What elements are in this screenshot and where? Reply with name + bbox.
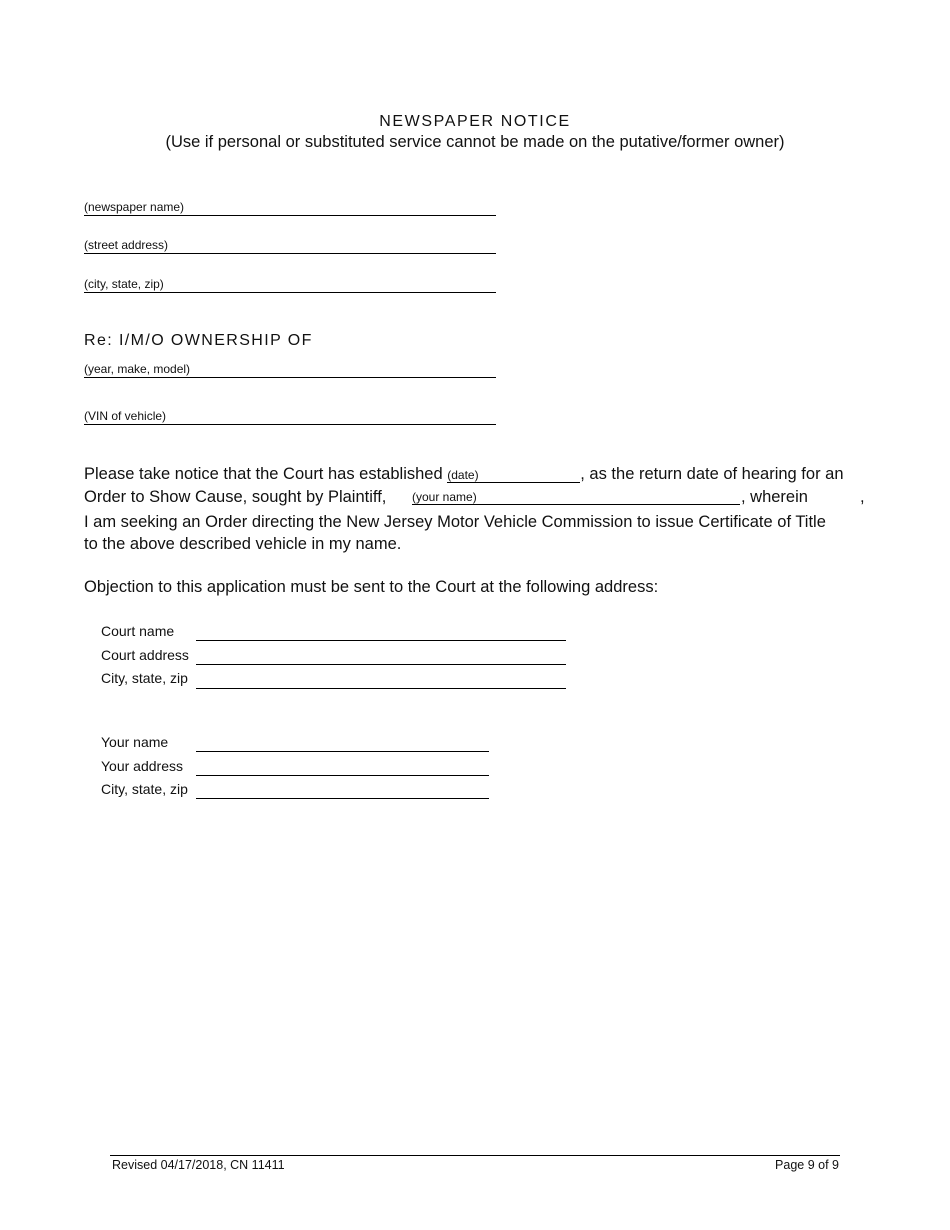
- plaintiff-name-field[interactable]: (your name): [412, 490, 740, 505]
- vin-field[interactable]: (VIN of vehicle): [84, 409, 496, 425]
- your-address-label: Your address: [101, 758, 183, 774]
- street-address-field[interactable]: (street address): [84, 238, 496, 254]
- footer-divider: [110, 1155, 840, 1156]
- notice-line-1: Please take notice that the Court has established (date) , as the return date of hearing for an: [84, 465, 844, 483]
- objection-text: Objection to this application must be sent to the Court at the following address:: [84, 578, 659, 596]
- court-address-input[interactable]: [196, 664, 566, 665]
- page-title: NEWSPAPER NOTICE: [379, 113, 571, 130]
- vehicle-year-make-model-field[interactable]: (year, make, model): [84, 362, 496, 378]
- page-subtitle: (Use if personal or substituted service cannot be made on the putative/former owner): [165, 133, 785, 151]
- footer-page-number: Page 9 of 9: [775, 1158, 839, 1172]
- trailing-comma: ,: [860, 488, 865, 506]
- your-city-label: City, state, zip: [101, 781, 188, 797]
- wherein-text: , wherein: [741, 488, 808, 506]
- court-city-input[interactable]: [196, 688, 566, 689]
- city-state-zip-field[interactable]: (city, state, zip): [84, 277, 496, 293]
- your-name-label: Your name: [101, 734, 169, 750]
- your-city-input[interactable]: [196, 798, 489, 799]
- court-city-label: City, state, zip: [101, 670, 188, 686]
- court-name-label: Court name: [101, 623, 175, 639]
- your-address-input[interactable]: [196, 775, 489, 776]
- your-name-input[interactable]: [196, 751, 489, 752]
- notice-line-3: I am seeking an Order directing the New Jersey Motor Vehicle Commission to issue Certificate of Title: [84, 513, 826, 531]
- newspaper-name-field[interactable]: (newspaper name): [84, 200, 496, 216]
- footer-revision: Revised 04/17/2018, CN 11411: [112, 1158, 285, 1172]
- notice-line-2: Order to Show Cause, sought by Plaintiff,: [84, 488, 387, 506]
- notice-line-4: to the above described vehicle in my name.: [84, 535, 402, 553]
- hearing-date-field[interactable]: (date): [447, 468, 580, 483]
- re-heading: Re: I/M/O OWNERSHIP OF: [84, 332, 313, 349]
- court-name-input[interactable]: [196, 640, 566, 641]
- court-address-label: Court address: [101, 647, 189, 663]
